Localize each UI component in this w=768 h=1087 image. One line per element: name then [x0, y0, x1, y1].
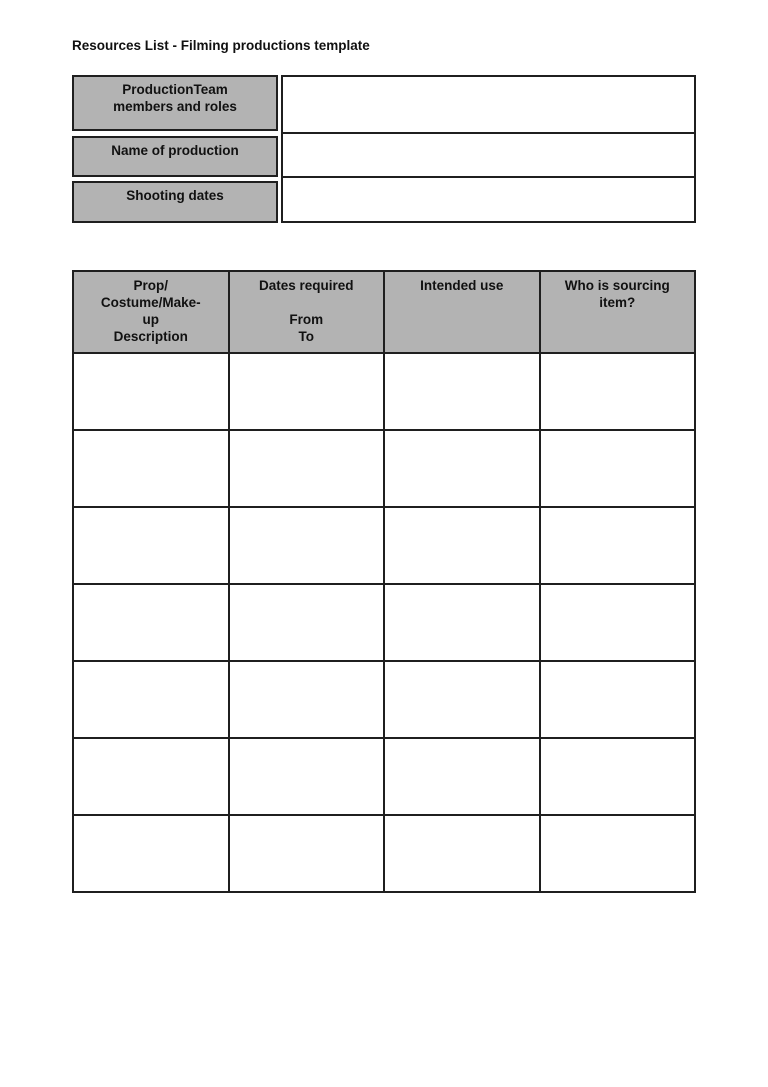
table-cell: [229, 584, 385, 661]
table-cell: [540, 507, 696, 584]
production-name-value-cell: [281, 132, 696, 178]
table-row: [73, 353, 695, 430]
table-cell: [540, 738, 696, 815]
label-line: Name of production: [111, 143, 239, 158]
production-name-label-cell: [72, 136, 278, 177]
header-line: From: [289, 312, 324, 327]
table-row: [73, 738, 695, 815]
table-cell: [384, 353, 540, 430]
table-cell: [540, 584, 696, 661]
table-cell: [384, 584, 540, 661]
table-row: [73, 430, 695, 507]
label-line: ProductionTeam: [122, 82, 228, 97]
team-members-value-cell: [281, 75, 696, 134]
table-cell: [229, 815, 385, 892]
header-line: [230, 294, 384, 311]
header-line: Dates required: [258, 278, 354, 293]
header-line: Who is sourcing: [564, 278, 670, 293]
table-cell: [73, 430, 229, 507]
table-row: [73, 661, 695, 738]
table-cell: [384, 430, 540, 507]
table-cell: [540, 815, 696, 892]
header-line: To: [298, 329, 314, 344]
table-cell: [73, 353, 229, 430]
table-cell: [384, 738, 540, 815]
page-title: Resources List - Filming productions template: [72, 38, 370, 53]
table-row: [73, 815, 695, 892]
shooting-dates-label-cell: [72, 181, 278, 223]
table-cell: [73, 507, 229, 584]
production-info-table: [72, 75, 696, 225]
table-cell: [229, 430, 385, 507]
table-cell: [384, 507, 540, 584]
table-cell: [540, 430, 696, 507]
header-dates-required: [229, 271, 385, 353]
table-cell: [229, 661, 385, 738]
table-cell: [384, 815, 540, 892]
resources-table: [72, 270, 696, 893]
table-cell: [384, 661, 540, 738]
header-line: Costume/Make-: [100, 295, 201, 310]
table-cell: [73, 661, 229, 738]
table-row: [73, 584, 695, 661]
resources-table-body: [73, 353, 695, 892]
header-prop-costume-description: [73, 271, 229, 353]
label-line: members and roles: [113, 99, 237, 114]
table-cell: [540, 353, 696, 430]
table-cell: [540, 661, 696, 738]
label-line: Shooting dates: [126, 188, 224, 203]
header-row: [73, 271, 695, 353]
header-who-is-sourcing: [540, 271, 696, 353]
table-cell: [229, 507, 385, 584]
resources-table-header: [73, 271, 695, 353]
table-cell: [229, 738, 385, 815]
table-cell: [229, 353, 385, 430]
team-members-label-cell: [72, 75, 278, 131]
header-line: item?: [599, 295, 636, 310]
header-line: Prop/: [133, 278, 168, 293]
header-line: up: [142, 312, 159, 327]
table-cell: [73, 815, 229, 892]
header-intended-use: [384, 271, 540, 353]
table-row: [73, 507, 695, 584]
shooting-dates-value-cell: [281, 176, 696, 223]
table-cell: [73, 584, 229, 661]
header-line: Description: [113, 329, 188, 344]
info-value-column: [281, 75, 696, 223]
table-cell: [73, 738, 229, 815]
header-line: Intended use: [420, 278, 504, 293]
